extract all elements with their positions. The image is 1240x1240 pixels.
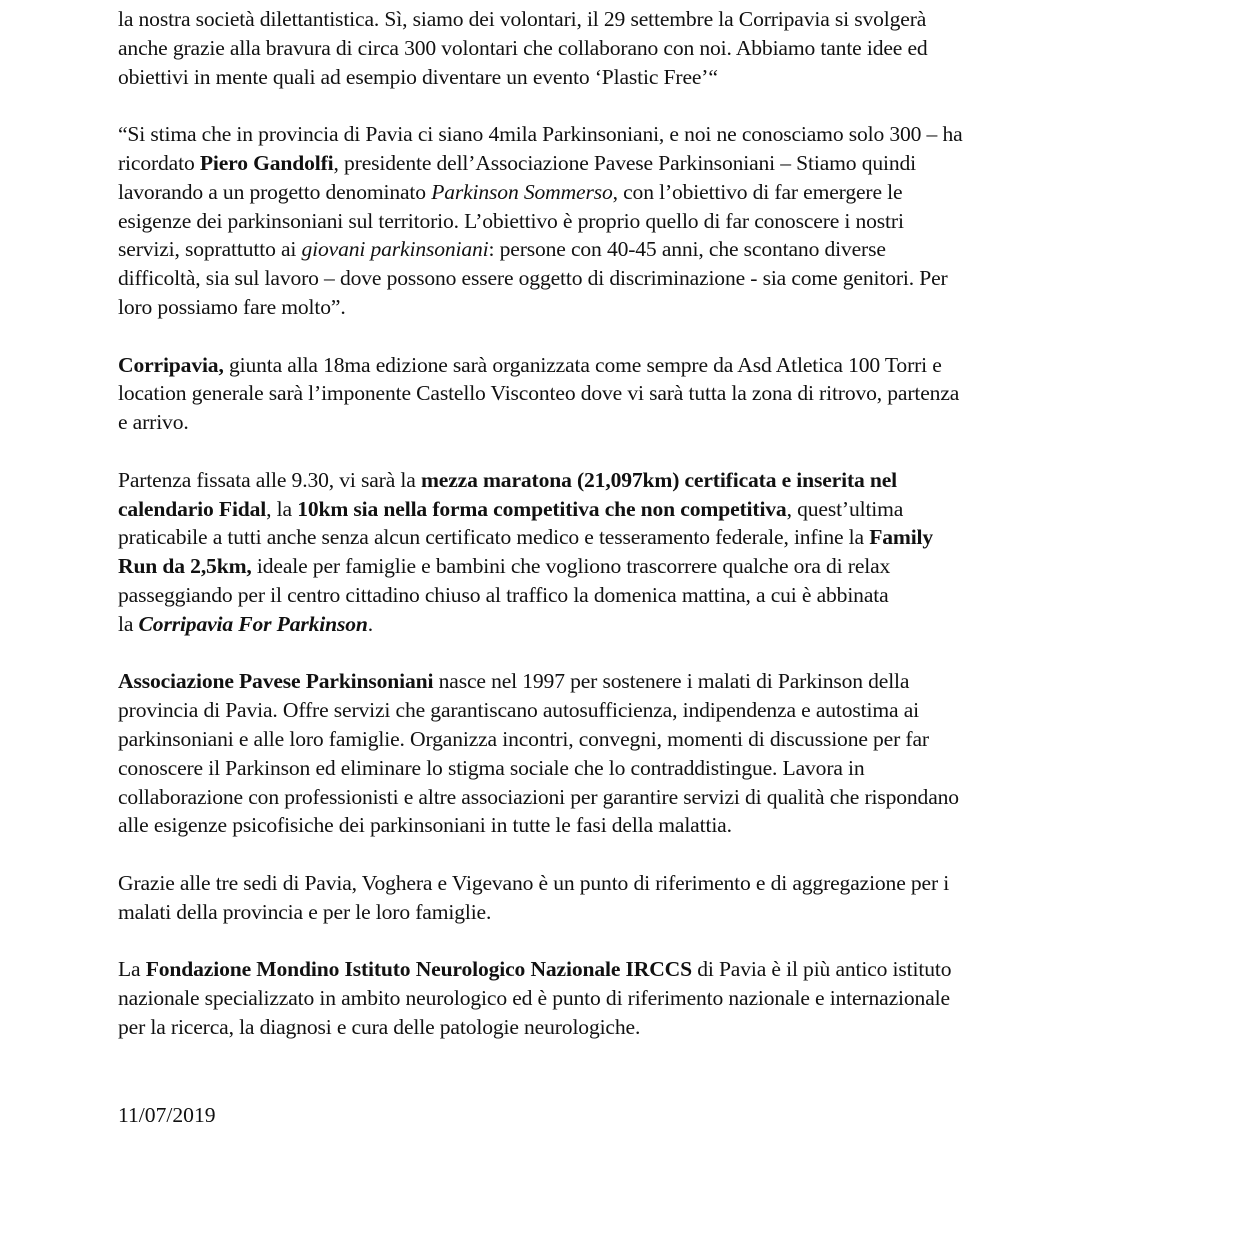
text-line — [118, 552, 1118, 581]
text-run: la nostra società dilettantistica. Sì, siamo dei volontari, il 29 settembre la Corripavia si svolgerà — [118, 7, 927, 31]
text-run: Grazie alle tre sedi di Pavia, Voghera e Vigevano è un punto di riferimento e di aggregazione per i — [118, 870, 950, 895]
text-run: conoscere il Parkinson ed eliminare lo stigma sociale che lo contraddistingue. Lavora in — [118, 755, 865, 780]
text-run: e arrivo. — [118, 410, 189, 435]
text-run: giunta alla 18ma edizione sarà organizzata come sempre da Asd Atletica 100 Torri e — [223, 352, 942, 377]
bold-text: 10km sia nella forma competitiva che non competitiva — [297, 496, 787, 521]
text-line — [118, 610, 1118, 639]
text-run: alle esigenze psicofisiche dei parkinsoniani in tutte le fasi della malattia. — [118, 813, 732, 838]
text-line — [118, 667, 1118, 696]
text-run: di Pavia è il più antico istituto — [691, 957, 952, 982]
text-line — [118, 811, 1118, 840]
italic-text: giovani parkinsoniani — [301, 237, 489, 262]
text-line — [118, 783, 1118, 812]
text-run: La — [118, 957, 146, 982]
bold-text: Piero Gandolfi — [199, 150, 334, 175]
text-run: passeggiando per il centro cittadino chiuso al traffico la domenica mattina, a cui è abbinata — [118, 582, 889, 607]
text-line — [118, 264, 1118, 293]
text-run: loro possiamo fare molto”. — [118, 294, 346, 319]
text-line — [118, 754, 1118, 783]
paragraph-race-details — [118, 466, 1118, 639]
text-run: la — [118, 611, 139, 636]
text-run: per la ricerca, la diagnosi e cura delle patologie neurologiche. — [118, 1014, 641, 1039]
bold-italic-text: Corripavia For Parkinson — [138, 611, 368, 636]
paragraph-association-description — [118, 667, 1118, 840]
text-line — [118, 120, 1118, 149]
bold-text: Run da 2,5km, — [118, 554, 252, 579]
text-run: lavorando a un progetto denominato — [118, 179, 432, 204]
text-run: collaborazione con professionisti e altre associazioni per garantire servizi di qualità che rispondano — [118, 784, 959, 809]
text-line — [118, 869, 1118, 898]
text-line — [118, 1013, 1118, 1042]
text-run: esigenze dei parkinsoniani sul territorio. L’obiettivo è proprio quello di far conoscere i nostri — [118, 208, 904, 233]
text-run: , quest’ultima — [786, 496, 904, 521]
bold-text: Fondazione Mondino Istituto Neurologico Nazionale IRCCS — [145, 957, 692, 982]
text-run: malati della provincia e per le loro famiglie. — [118, 899, 492, 924]
text-line — [118, 63, 1118, 92]
text-line — [118, 207, 1118, 236]
text-line — [118, 696, 1118, 725]
text-run: nazionale specializzato in ambito neurologico ed è punto di riferimento nazionale e internazionale — [118, 986, 950, 1011]
text-line — [118, 523, 1118, 552]
text-line — [118, 581, 1118, 610]
text-line — [118, 898, 1118, 927]
text-line — [118, 984, 1118, 1013]
text-run: praticabile a tutti anche senza alcun certificato medico e tesseramento federale, infine la — [118, 525, 870, 550]
bold-text: Associazione Pavese Parkinsoniani — [118, 669, 434, 694]
text-line — [118, 178, 1118, 207]
document-date: 11/07/2019 — [118, 1103, 216, 1127]
text-run: parkinsoniani e alle loro famiglie. Organizza incontri, convegni, momenti di discussione per far — [118, 726, 929, 751]
text-line — [118, 955, 1118, 984]
text-run: ricordato — [118, 150, 200, 175]
italic-text: Parkinson Sommerso — [431, 179, 613, 204]
text-run: servizi, soprattutto ai — [118, 237, 302, 262]
text-run: anche grazie alla bravura di circa 300 volontari che collaborano con noi. Abbiamo tante idee ed — [118, 35, 928, 60]
text-line — [118, 379, 1118, 408]
text-line — [118, 293, 1118, 322]
text-run: difficoltà, sia sul lavoro – dove possono essere oggetto di discriminazione - sia come genitori. Per — [118, 266, 948, 291]
text-run: obiettivi in mente quali ad esempio diventare un evento ‘Plastic Free’“ — [118, 64, 718, 89]
paragraph-volunteers-quote-end — [118, 5, 1118, 91]
text-run: provincia di Pavia. Offre servizi che garantiscano autosufficienza, indipendenza e autostima ai — [118, 698, 919, 723]
document-body — [118, 5, 1118, 1070]
text-run: nasce nel 1997 per sostenere i malati di Parkinson della — [433, 669, 910, 694]
paragraph-corripavia-intro — [118, 351, 1118, 437]
text-line — [118, 495, 1118, 524]
text-line — [118, 351, 1118, 380]
text-run: ideale per famiglie e bambini che vogliono trascorrere qualche ora di relax — [251, 554, 891, 579]
text-run: . — [367, 611, 373, 636]
text-run: Partenza fissata alle 9.30, vi sarà la — [118, 467, 421, 492]
text-run: , presidente dell’Associazione Pavese Parkinsoniani – Stiamo quindi — [333, 150, 916, 175]
text-line — [118, 149, 1118, 178]
bold-text: Family — [869, 525, 934, 550]
bold-text: Corripavia, — [118, 352, 224, 377]
text-run: , la — [266, 496, 298, 521]
text-run: “Si stima che in provincia di Pavia ci siano 4mila Parkinsoniani, e noi ne conosciamo solo 300 – ha — [118, 122, 963, 147]
text-run: : persone con 40-45 anni, che scontano diverse — [488, 237, 886, 262]
paragraph-association-locations — [118, 869, 1118, 927]
text-run: location generale sarà l’imponente Castello Visconteo dove vi sarà tutta la zona di ritrovo, partenza — [118, 381, 960, 406]
text-line — [118, 34, 1118, 63]
paragraph-mondino-foundation — [118, 955, 1118, 1041]
text-run: , con l’obiettivo di far emergere le — [612, 179, 903, 204]
bold-text: mezza maratona (21,097km) certificata e inserita nel — [420, 467, 898, 492]
bold-text: calendario Fidal — [118, 496, 267, 521]
text-line — [118, 725, 1118, 754]
text-line — [118, 408, 1118, 437]
text-line — [118, 466, 1118, 495]
text-line — [118, 235, 1118, 264]
text-line — [118, 5, 1118, 34]
paragraph-gandolfi-quote — [118, 120, 1118, 322]
